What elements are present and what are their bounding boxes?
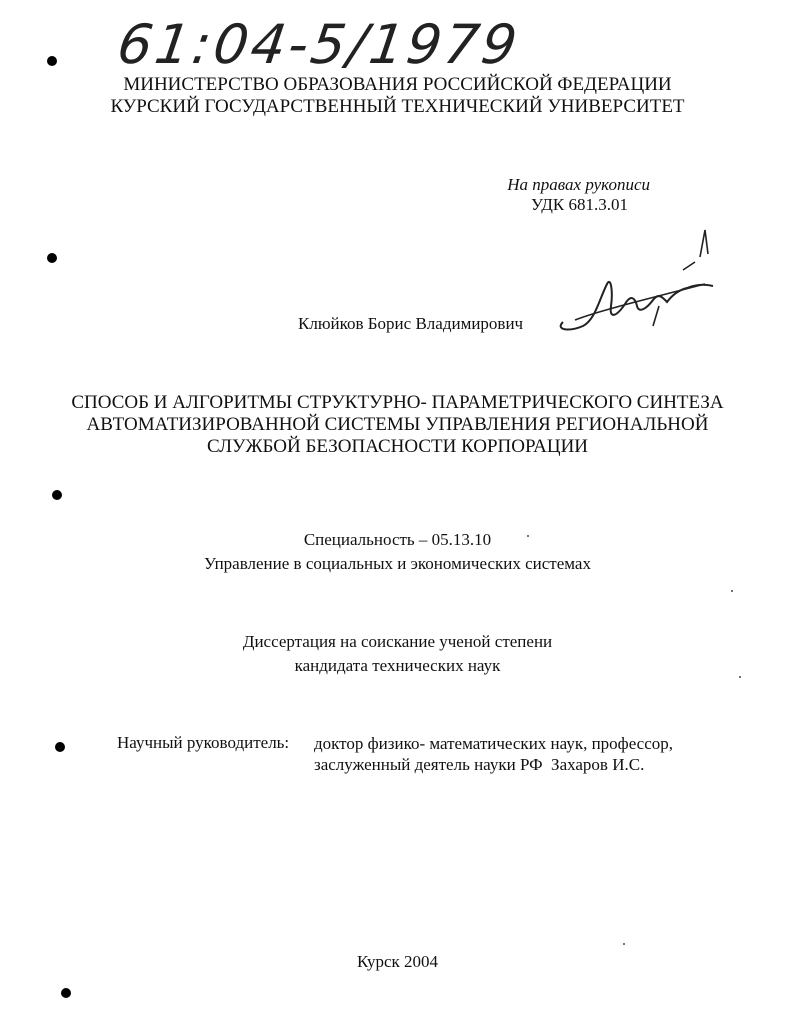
punch-hole-1: [47, 56, 57, 66]
title-line: СЛУЖБОЙ БЕЗОПАСНОСТИ КОРПОРАЦИИ: [206, 436, 589, 457]
signature-icon: [555, 222, 725, 342]
supervisor-details: [314, 733, 673, 775]
degree-line: кандидата технических наук: [294, 656, 501, 675]
punch-hole-5: [61, 988, 71, 998]
scan-speck: [623, 943, 625, 945]
degree-line: Диссертация на соискание ученой степени: [242, 632, 553, 651]
specialty-name: Управление в социальных и экономических системах: [204, 554, 591, 573]
city-year: Курск 2004: [356, 952, 439, 971]
specialty-block: [0, 528, 795, 576]
degree-block: [0, 630, 795, 678]
university-line: КУРСКИЙ ГОСУДАРСТВЕННЫЙ ТЕХНИЧЕСКИЙ УНИВЕРСИТЕТ: [110, 96, 685, 117]
handwritten-archive-number: 61:04-5/1979: [113, 13, 524, 76]
udk-code: УДК 681.3.01: [530, 195, 628, 214]
author-name: Клюйков Борис Владимирович: [298, 314, 524, 333]
punch-hole-2: [47, 253, 57, 263]
title-line: СПОСОБ И АЛГОРИТМЫ СТРУКТУРНО- ПАРАМЕТРИЧЕСКОГО СИНТЕЗА: [71, 392, 724, 413]
scan-speck: [731, 590, 733, 592]
specialty-code: Специальность – 05.13.10: [303, 530, 492, 549]
dissertation-title: [0, 392, 795, 458]
institution-header: [0, 74, 795, 118]
punch-hole-4: [55, 742, 65, 752]
supervisor-degree: доктор физико- математических наук, профессор,: [314, 734, 674, 753]
manuscript-rights: На правах рукописи: [507, 175, 650, 194]
punch-hole-3: [52, 490, 62, 500]
supervisor-name: заслуженный деятель науки РФ Захаров И.С.: [314, 755, 645, 774]
ministry-line: МИНИСТЕРСТВО ОБРАЗОВАНИЯ РОССИЙСКОЙ ФЕДЕРАЦИИ: [123, 74, 672, 95]
title-line: АВТОМАТИЗИРОВАННОЙ СИСТЕМЫ УПРАВЛЕНИЯ РЕГИОНАЛЬНОЙ: [86, 414, 709, 435]
supervisor-label: Научный руководитель:: [117, 733, 290, 752]
